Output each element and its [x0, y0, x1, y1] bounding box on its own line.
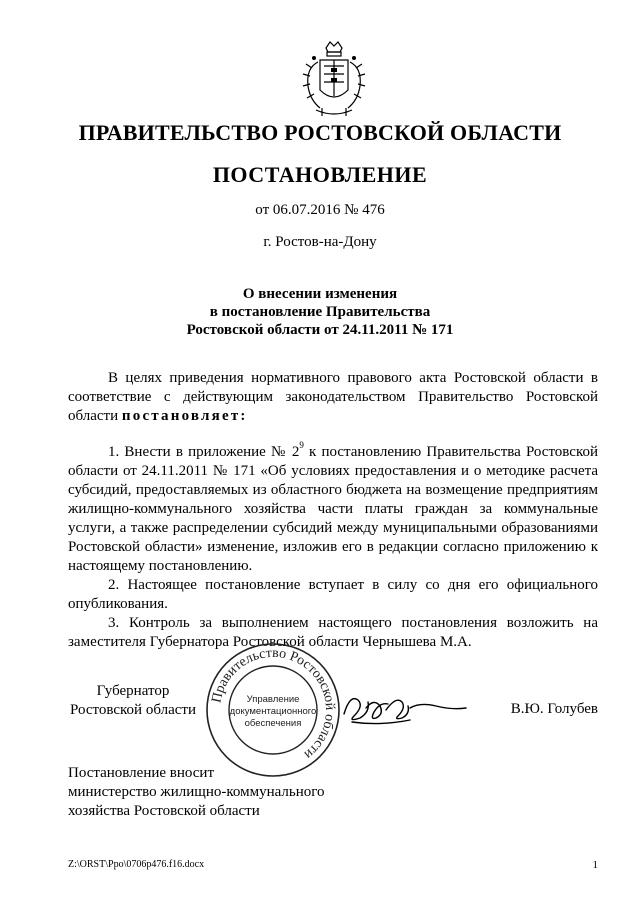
- stamp-ring-text: Правительство Ростовской области: [209, 645, 338, 762]
- preamble-text: В целях приведения нормативного правового акта Ростовской области в соответствие с действующим законодательством Правительство Ростовской области: [68, 370, 598, 424]
- item1-start: 1. Внести в приложение № 2: [108, 444, 300, 460]
- government-title: ПРАВИТЕЛЬСТВО РОСТОВСКОЙ ОБЛАСТИ: [78, 120, 562, 145]
- stamp-inner-line: обеспечения: [244, 718, 302, 729]
- subject-line: в постановление Правительства: [209, 304, 431, 320]
- item1-superscript: 9: [299, 440, 304, 450]
- official-stamp: [203, 640, 343, 780]
- stamp-inner-line: Управление: [246, 694, 300, 705]
- decree-word: постановляет:: [121, 408, 248, 424]
- document-subject: [0, 285, 640, 339]
- decree-items: [68, 440, 599, 652]
- document-city: г. Ростов-на-Дону: [263, 234, 377, 250]
- decree-item-3: 3. Контроль за выполнением настоящего постановления возложить на заместителя Губернатора Ростовской области Чернышева М.А.: [68, 615, 598, 650]
- handwritten-signature: [340, 688, 470, 728]
- signatory-title: [68, 682, 198, 720]
- subject-line: О внесении изменения: [242, 286, 398, 302]
- page-number: 1: [592, 859, 598, 871]
- submitter-note-line: хозяйства Ростовской области: [68, 803, 260, 819]
- coat-of-arms-icon: [298, 38, 370, 120]
- signatory-name: В.Ю. Голубев: [510, 701, 598, 717]
- decree-item-2: 2. Настоящее постановление вступает в силу со дня его официального опубликования.: [68, 577, 598, 612]
- decree-item-1: [68, 440, 599, 576]
- file-path: Z:\ORST\Ppo\0706p476.f16.docx: [68, 859, 205, 870]
- document-type: ПОСТАНОВЛЕНИЕ: [212, 162, 428, 187]
- signatory-title-line: Губернатор: [96, 683, 170, 699]
- submitter-note-line: Постановление вносит: [68, 765, 215, 781]
- document-date-number: от 06.07.2016 № 476: [255, 202, 385, 218]
- stamp-inner-line: документационного: [229, 706, 317, 717]
- submitter-note-line: министерство жилищно-коммунального: [68, 784, 325, 800]
- submitter-note: [68, 764, 325, 821]
- preamble: [68, 369, 598, 426]
- subject-line: Ростовской области от 24.11.2011 № 171: [186, 322, 454, 338]
- signatory-title-line: Ростовской области: [70, 702, 196, 718]
- item1-rest: к постановлению Правительства Ростовской области от 24.11.2011 № 171 «Об условиях предоставления и о методике расчета субсидий, предоставляемых из областного бюджета на возмещение предприятиям жилищно-коммунального хозяйства части платы граждан за коммунальные услуги, а также распределении субсидий между муниципальными образованиями Ростовской области» изменение, изложив его в редакции согласно приложению к настоящему постановлению.: [68, 444, 599, 574]
